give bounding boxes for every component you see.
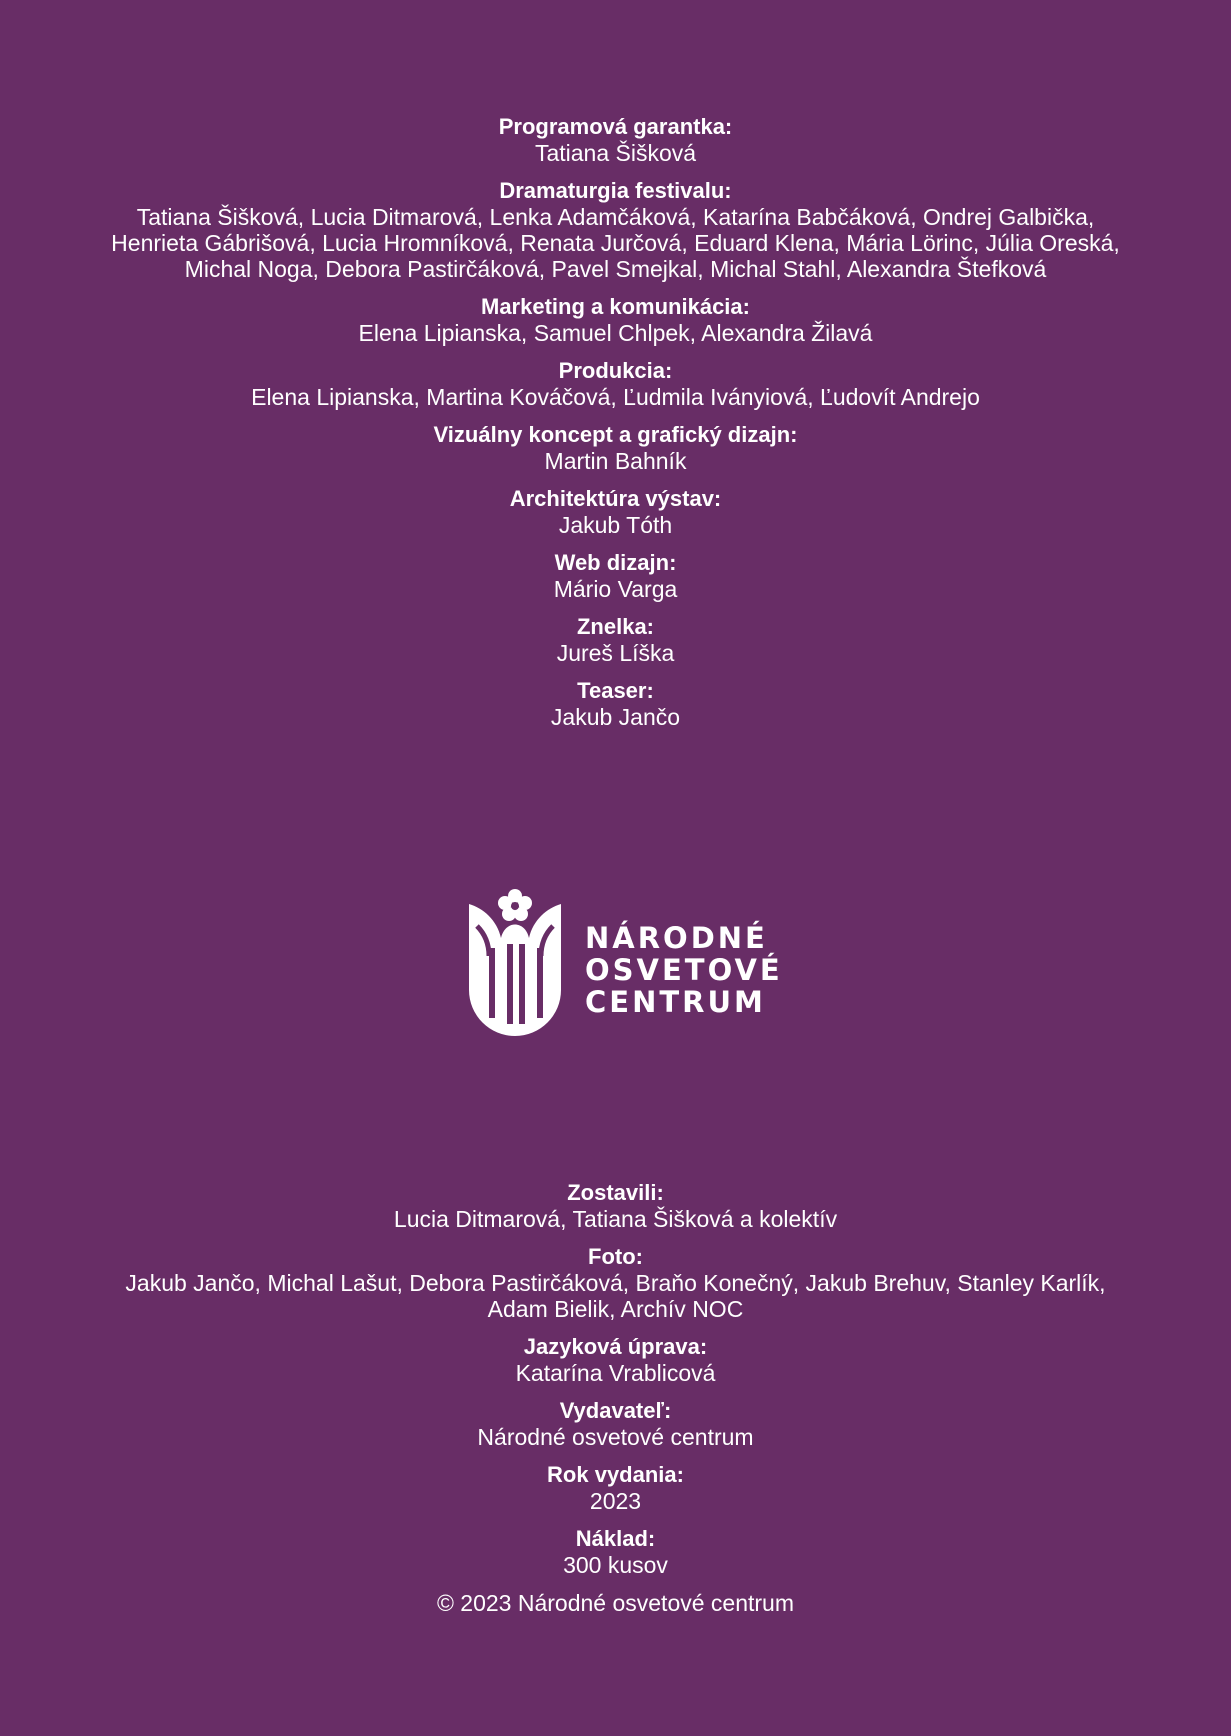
- credit-names: 300 kusov: [563, 1552, 668, 1578]
- credit-role: Dramaturgia festivalu:: [499, 178, 732, 203]
- credit-role: Web dizajn:: [554, 550, 677, 575]
- credit-entry: [0, 1462, 1231, 1514]
- credit-entry: [0, 678, 1231, 730]
- credit-names: 2023: [589, 1488, 642, 1514]
- credit-entry: [0, 550, 1231, 602]
- credit-role: Produkcia:: [558, 358, 673, 383]
- credit-names: Jakub Jančo: [550, 704, 681, 730]
- credit-entry: [0, 358, 1231, 410]
- credit-names: Jureš Líška: [556, 640, 675, 666]
- credits-bottom: [0, 1180, 1231, 1616]
- credit-entry: [0, 294, 1231, 346]
- credit-entry: [0, 178, 1231, 282]
- credit-names: Katarína Vrablicová: [515, 1360, 716, 1386]
- credit-names: Jakub Jančo, Michal Lašut, Debora Pastirčáková, Braňo Konečný, Jakub Brehuv, Stanley Karlík, Adam Bielik, Archív NOC: [125, 1270, 1106, 1322]
- credit-names: Martin Bahník: [544, 448, 687, 474]
- logo-line-3: CENTRUM: [585, 985, 766, 1019]
- credit-entry: [0, 1180, 1231, 1232]
- credit-role: Foto:: [588, 1244, 643, 1269]
- credit-names: Tatiana Šišková: [534, 140, 697, 166]
- credit-names: Lucia Ditmarová, Tatiana Šišková a kolektív: [393, 1206, 838, 1232]
- credit-role: Programová garantka:: [498, 114, 733, 139]
- credit-entry: [0, 614, 1231, 666]
- copyright-notice: © 2023 Národné osvetové centrum: [436, 1590, 795, 1616]
- credit-role: Zostavili:: [567, 1180, 664, 1205]
- credit-entry: [0, 486, 1231, 538]
- credit-entry: [0, 1334, 1231, 1386]
- credit-names: Jakub Tóth: [558, 512, 673, 538]
- flower-logo-icon: [467, 886, 577, 1036]
- credit-role: Znelka:: [576, 614, 655, 639]
- credit-role: Vizuálny koncept a grafický dizajn:: [433, 422, 798, 447]
- credit-role: Rok vydania:: [547, 1462, 684, 1487]
- credit-entry: [0, 114, 1231, 166]
- credit-entry: [0, 1526, 1231, 1578]
- credit-names: Tatiana Šišková, Lucia Ditmarová, Lenka Adamčáková, Katarína Babčáková, Ondrej Galbička, Henrieta Gábrišová, Lucia Hromníková, Renata Jurčová, Eduard Klena, Mária Lörinc, Júlia Oreská, Michal Noga, Debora Pastirčáková, Pavel Smejkal, Michal Stahl, Alexandra Štefková: [111, 204, 1120, 282]
- logo-wordmark: [585, 922, 783, 1018]
- credit-names: Elena Lipianska, Martina Kováčová, Ľudmila Iványiová, Ľudovít Andrejo: [251, 384, 980, 410]
- credit-role: Náklad:: [575, 1526, 656, 1551]
- credit-role: Architektúra výstav:: [509, 486, 722, 511]
- logo-line-2: OSVETOVÉ: [585, 953, 783, 987]
- credit-names: Elena Lipianska, Samuel Chlpek, Alexandra Žilavá: [358, 320, 873, 346]
- credit-entry: [0, 1398, 1231, 1450]
- credit-names: Národné osvetové centrum: [477, 1424, 754, 1450]
- credit-role: Vydavateľ:: [559, 1398, 672, 1423]
- credits-top: [0, 114, 1231, 742]
- logo-line-1: NÁRODNÉ: [585, 921, 768, 955]
- credit-role: Marketing a komunikácia:: [481, 294, 750, 319]
- credit-names: Mário Varga: [553, 576, 678, 602]
- noc-logo: [467, 886, 783, 1036]
- credit-role: Teaser:: [577, 678, 654, 703]
- credit-entry: [0, 1244, 1231, 1322]
- credit-role: Jazyková úprava:: [523, 1334, 708, 1359]
- credit-entry: [0, 422, 1231, 474]
